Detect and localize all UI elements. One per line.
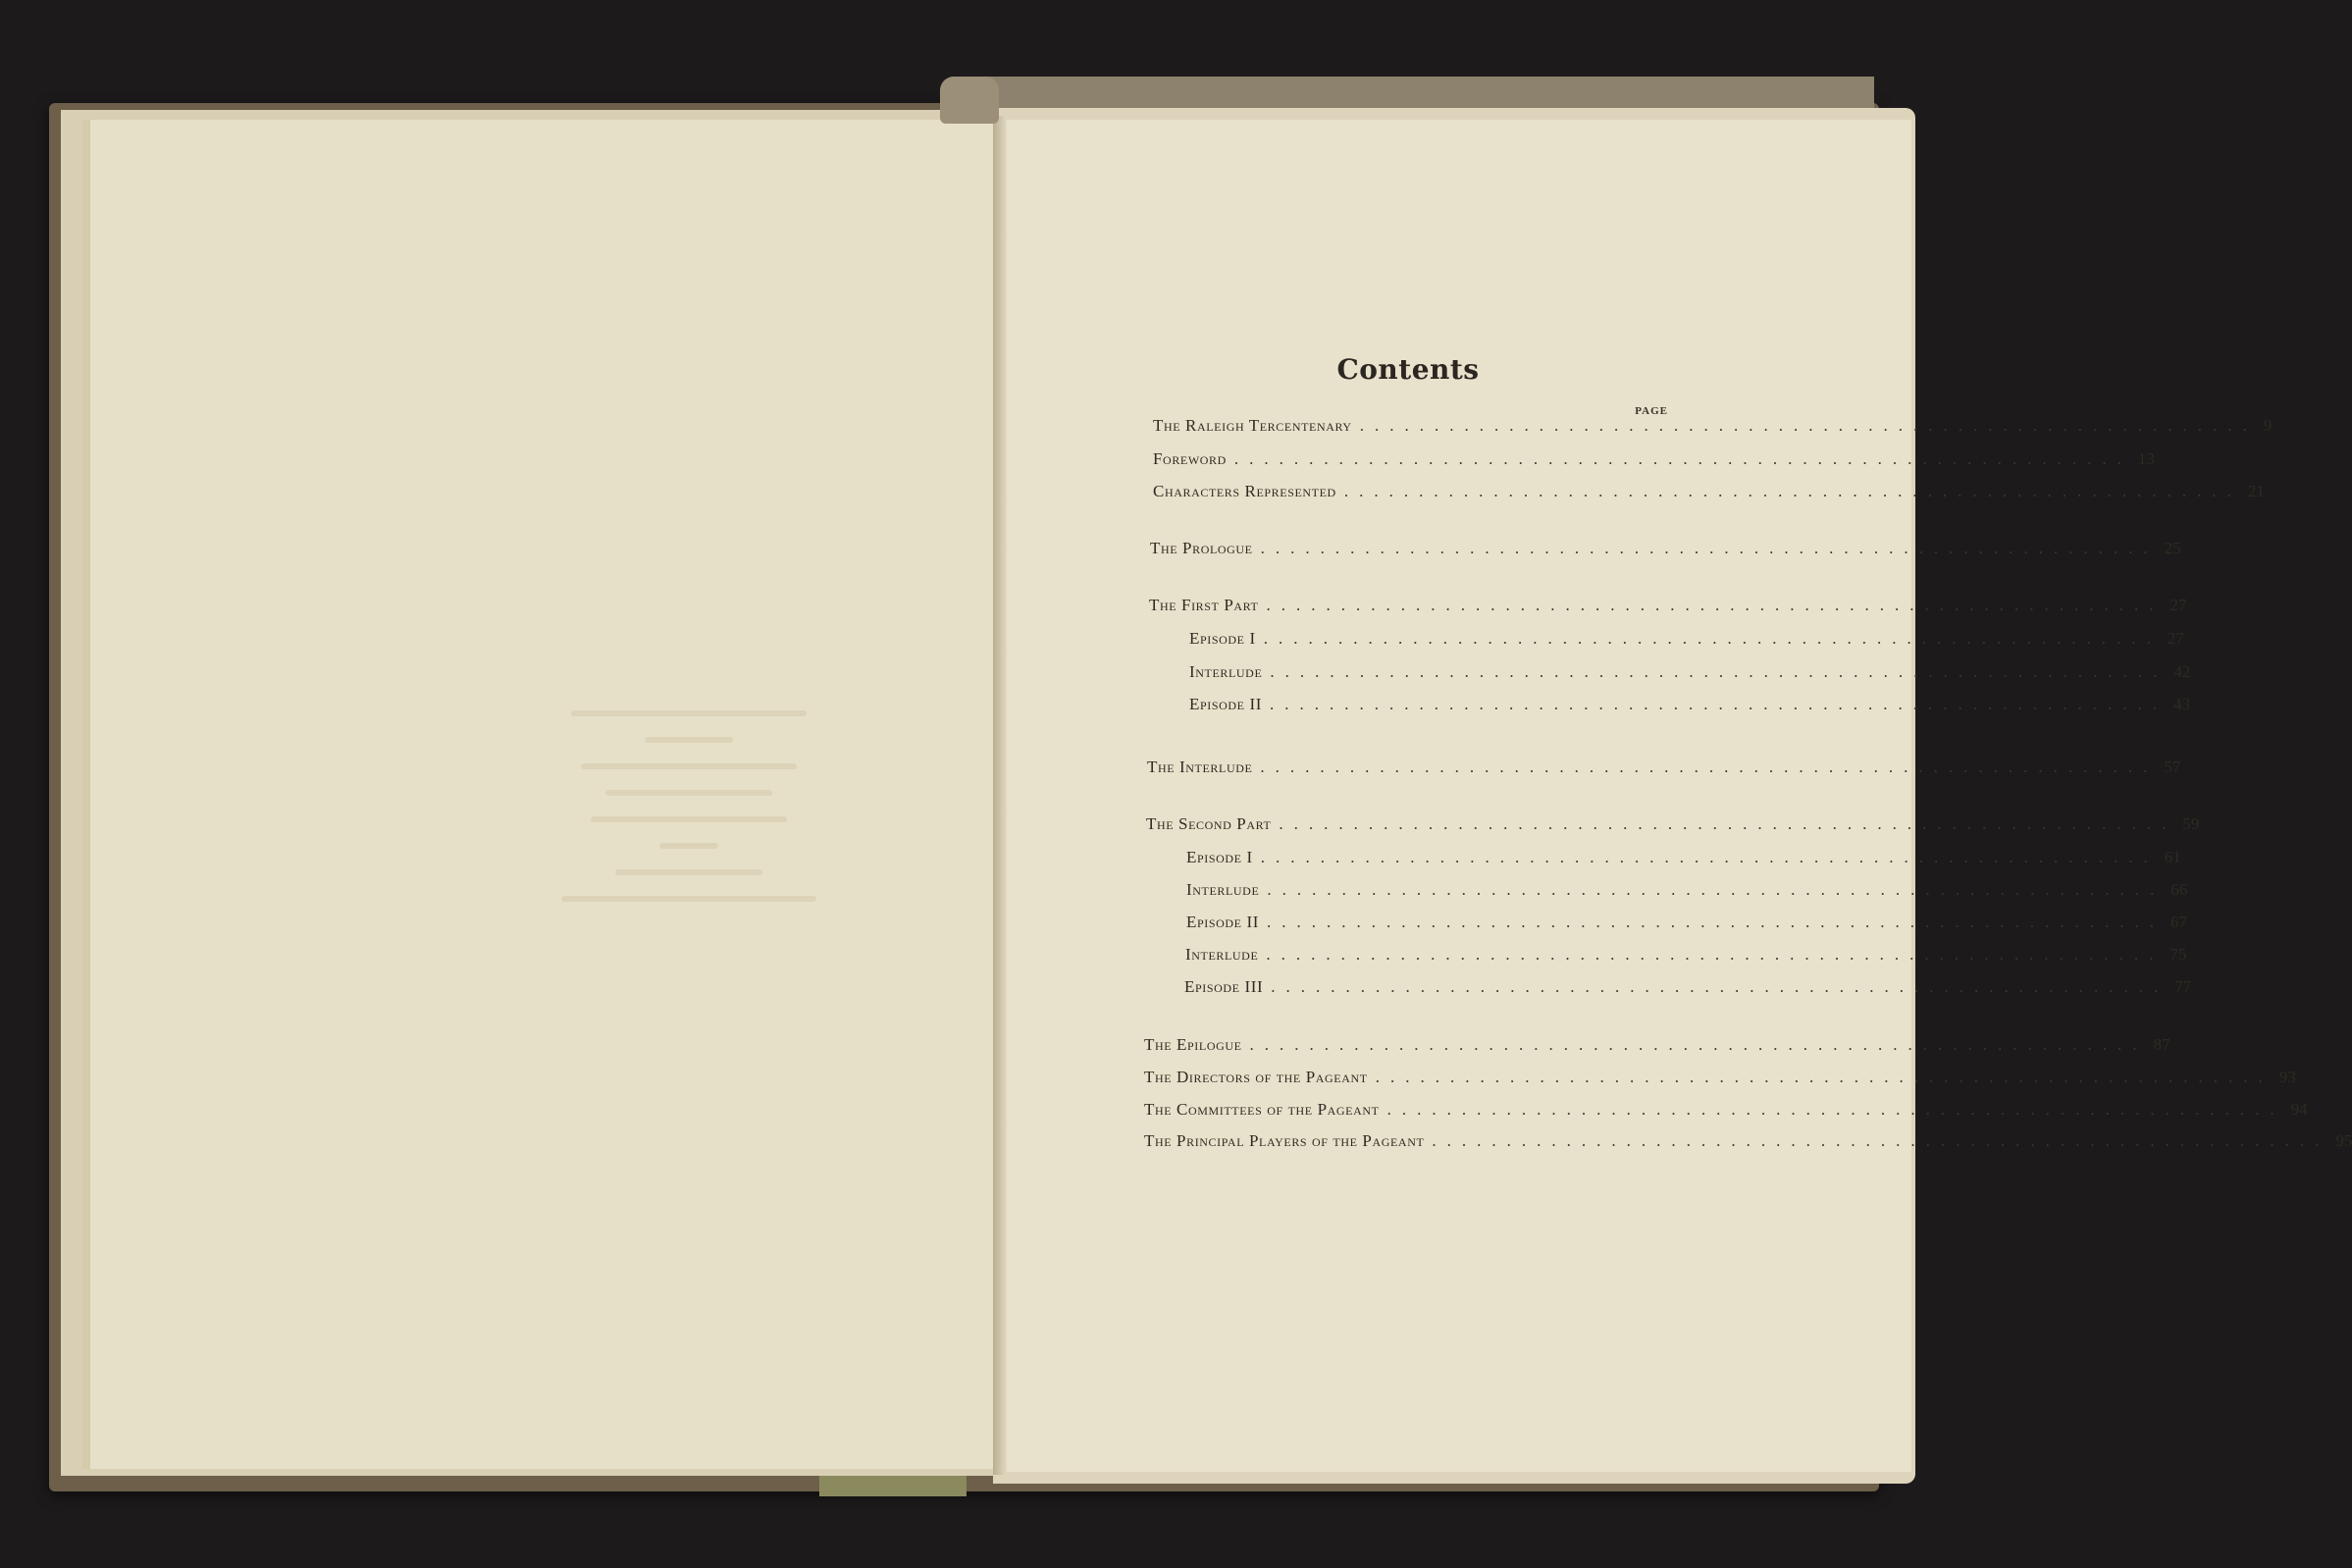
- toc-entry: [1153, 449, 2155, 475]
- toc-entry-page: 25: [2164, 539, 2181, 557]
- toc-entry-page: 42: [2173, 662, 2191, 681]
- toc-leader-dots: ............................................................: [1263, 629, 2162, 648]
- toc-entry-title: Interlude: [1185, 945, 1259, 964]
- toc-entry-title: Interlude: [1189, 662, 1263, 681]
- left-page: [82, 120, 1003, 1469]
- toc-entry-page: 66: [2170, 880, 2188, 899]
- toc-entry-page: 57: [2164, 758, 2181, 776]
- show-through-text: [483, 699, 895, 911]
- toc-entry-title: The Prologue: [1150, 539, 1253, 557]
- toc-entry: [1186, 848, 2181, 873]
- toc-leader-dots: ............................................................: [1260, 539, 2159, 557]
- toc-entry: [1186, 880, 2188, 906]
- toc-entry: [1186, 913, 2187, 938]
- toc-leader-dots: ............................................................: [1271, 977, 2169, 996]
- toc-leader-dots: ............................................................: [1260, 848, 2159, 866]
- toc-entry: [1153, 482, 2265, 507]
- toc-entry-page: 93: [2278, 1068, 2296, 1086]
- toc-entry: [1185, 945, 2187, 970]
- binding-thread: [940, 77, 999, 124]
- toc-leader-dots: ............................................................: [1249, 1035, 2148, 1054]
- page-column-header: PAGE: [1635, 405, 1668, 417]
- toc-entry: [1153, 416, 2273, 442]
- toc-entry: [1189, 662, 2191, 688]
- toc-leader-dots: ............................................................: [1267, 880, 2166, 899]
- contents-title: Contents: [1336, 353, 1480, 386]
- toc-entry-title: Episode II: [1186, 913, 1259, 931]
- toc-entry: [1146, 814, 2200, 840]
- toc-entry-title: The Epilogue: [1144, 1035, 1242, 1054]
- toc-entry: [1144, 1100, 2308, 1125]
- toc-leader-dots: ............................................................: [1233, 449, 2132, 468]
- toc-entry-page: 94: [2290, 1100, 2308, 1119]
- toc-entry-title: The Second Part: [1146, 814, 1272, 833]
- toc-entry-title: Episode II: [1189, 695, 1262, 713]
- toc-entry-page: 21: [2247, 482, 2265, 500]
- toc-entry-title: The First Part: [1149, 596, 1259, 614]
- toc-entry-title: Characters Represented: [1153, 482, 1336, 500]
- toc-entry-page: 75: [2169, 945, 2187, 964]
- toc-entry-title: Episode I: [1189, 629, 1256, 648]
- toc-entry-title: The Raleigh Tercentenary: [1153, 416, 1352, 435]
- toc-leader-dots: ............................................................: [1266, 913, 2165, 931]
- toc-entry: [1189, 695, 2190, 720]
- toc-entry-title: The Principal Players of the Pageant: [1144, 1131, 1425, 1150]
- toc-leader-dots: ............................................................: [1260, 758, 2159, 776]
- toc-entry: [1144, 1035, 2170, 1061]
- toc-leader-dots: ............................................................: [1266, 596, 2165, 614]
- toc-entry-page: 27: [2169, 596, 2187, 614]
- toc-entry-page: 77: [2174, 977, 2192, 996]
- toc-leader-dots: ............................................................: [1266, 945, 2165, 964]
- toc-leader-dots: ............................................................: [1270, 662, 2169, 681]
- toc-entry-title: The Committees of the Pageant: [1144, 1100, 1380, 1119]
- toc-leader-dots: ............................................................: [1359, 416, 2258, 435]
- toc-entry-title: The Directors of the Pageant: [1144, 1068, 1368, 1086]
- toc-entry-page: 95: [2335, 1131, 2352, 1150]
- toc-entry: [1147, 758, 2181, 783]
- toc-entry-page: 27: [2167, 629, 2184, 648]
- toc-entry: [1184, 977, 2192, 1003]
- right-page: [999, 120, 1911, 1472]
- toc-entry: [1144, 1068, 2296, 1093]
- toc-entry-title: Interlude: [1186, 880, 1260, 899]
- toc-leader-dots: ............................................................: [1375, 1068, 2274, 1086]
- toc-entry-page: 43: [2172, 695, 2190, 713]
- toc-entry-title: Episode III: [1184, 977, 1264, 996]
- toc-entry-page: 67: [2169, 913, 2187, 931]
- gutter-shadow: [993, 116, 1007, 1475]
- toc-leader-dots: ............................................................: [1343, 482, 2242, 500]
- toc-entry-page: 13: [2137, 449, 2155, 468]
- toc-entry: [1144, 1131, 2352, 1157]
- toc-entry-title: Foreword: [1153, 449, 1227, 468]
- toc-entry-page: 87: [2153, 1035, 2170, 1054]
- toc-leader-dots: ............................................................: [1279, 814, 2177, 833]
- toc-entry: [1150, 539, 2181, 564]
- toc-entry-title: Episode I: [1186, 848, 1253, 866]
- toc-leader-dots: ............................................................: [1432, 1131, 2330, 1150]
- toc-entry: [1149, 596, 2187, 621]
- toc-entry-page: 9: [2263, 416, 2273, 435]
- toc-entry-page: 61: [2164, 848, 2181, 866]
- toc-entry: [1189, 629, 2184, 654]
- toc-leader-dots: ............................................................: [1269, 695, 2168, 713]
- toc-entry-title: The Interlude: [1147, 758, 1253, 776]
- toc-entry-page: 59: [2182, 814, 2200, 833]
- toc-leader-dots: ............................................................: [1386, 1100, 2285, 1119]
